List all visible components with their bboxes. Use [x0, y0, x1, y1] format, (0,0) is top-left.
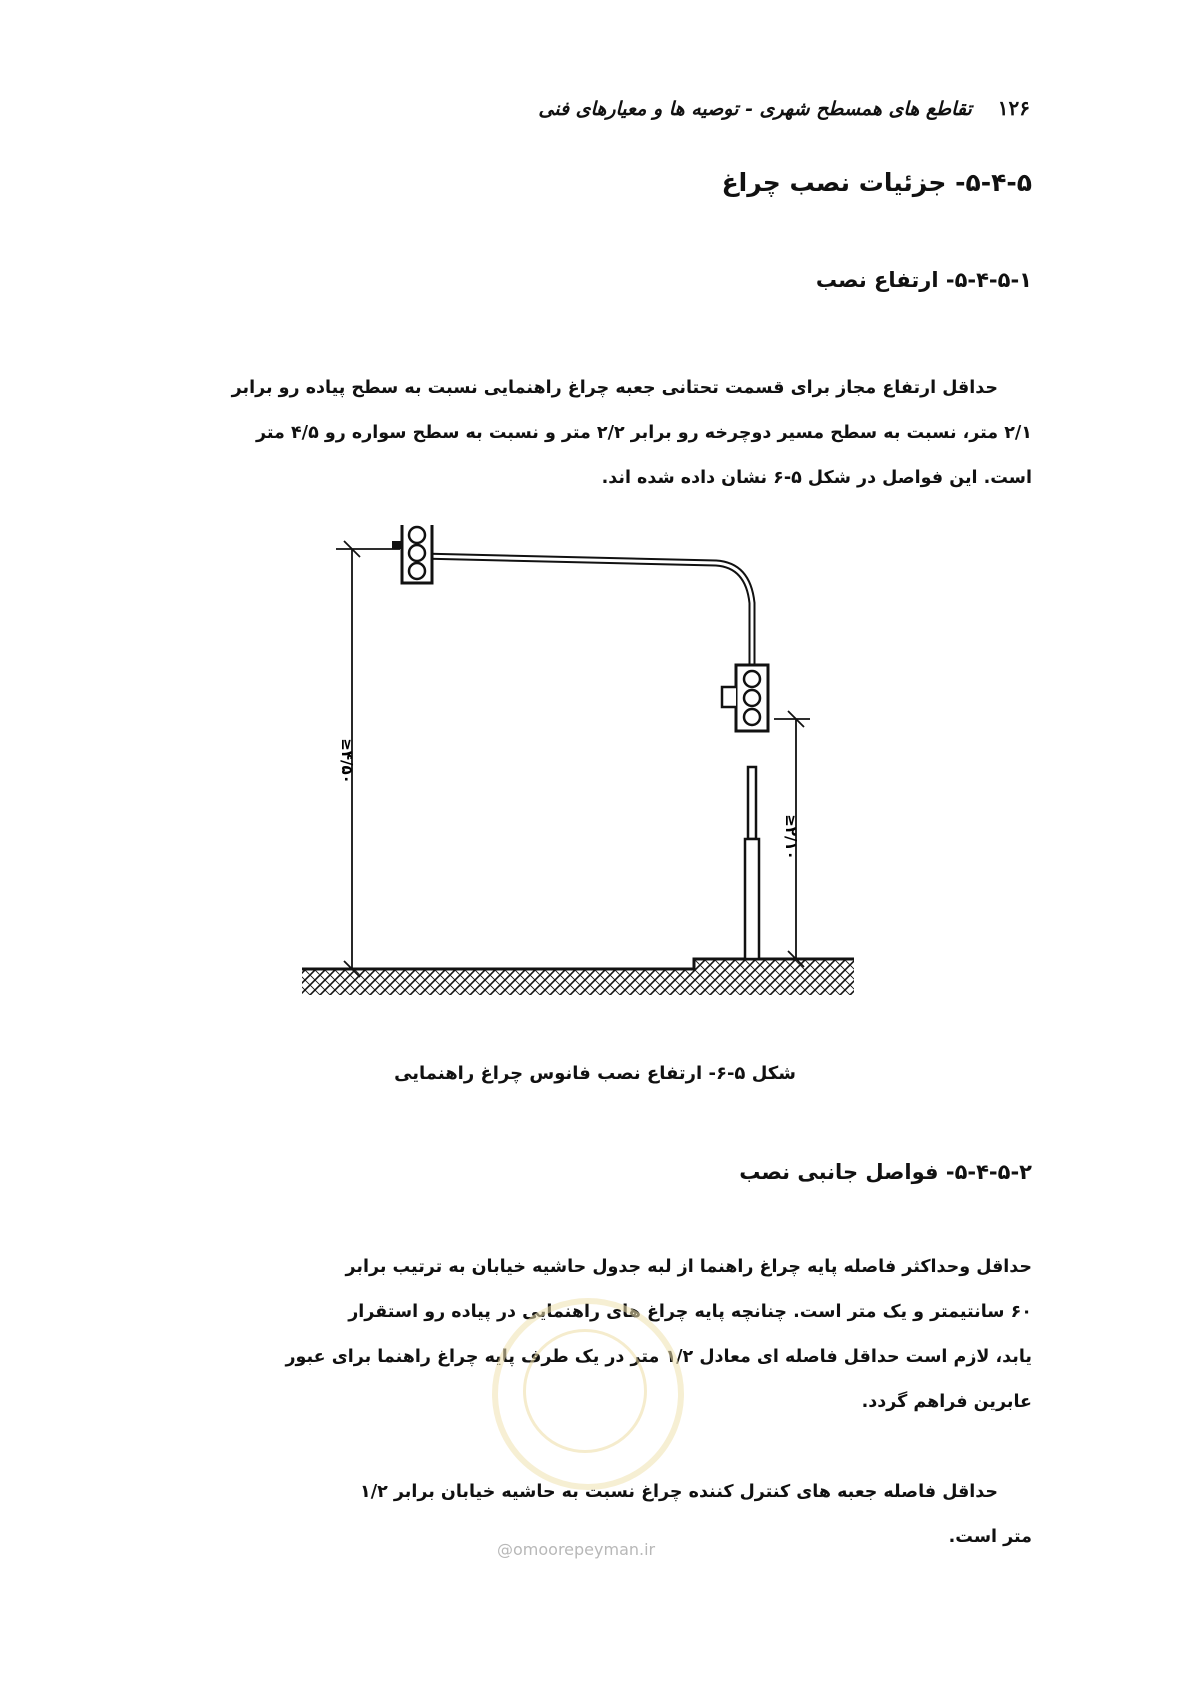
running-title: تقاطع های همسطح شهری - توصیه ها و معیارهای فنی [538, 98, 972, 120]
sidewalk-hatch [694, 960, 854, 995]
page-number: ۱۲۶ [997, 96, 1030, 120]
signal-lamp [409, 563, 425, 579]
traffic-signal-figure [290, 525, 870, 1015]
section-title: ۵-۴-۵- جزئیات نصب چراغ [721, 168, 1032, 197]
watermark-seal [492, 1298, 684, 1490]
paragraph-line: حداقل وحداکثر فاصله پایه چراغ راهنما از لبه جدول حاشیه خیابان به ترتیب برابر [345, 1257, 1032, 1277]
ground-hatch [302, 969, 694, 995]
signal-lamp [409, 527, 425, 543]
signal-visor [722, 687, 736, 707]
page-header [200, 96, 1030, 126]
signal-lamp [744, 671, 760, 687]
signal-visor [392, 541, 402, 549]
mast-arm [420, 556, 752, 715]
paragraph-line: حداقل فاصله جعبه های کنترل کننده چراغ نسبت به حاشیه خیابان برابر ۱/۲ [360, 1482, 998, 1502]
paragraph-line: است. این فواصل در شکل ۵-۶ نشان داده شده اند. [601, 468, 1032, 488]
subsection-1-title: ۵-۴-۵-۱- ارتفاع نصب [815, 268, 1032, 292]
pole-upper [748, 767, 756, 839]
paragraph-line: یابد، لازم است حداقل فاصله ای معادل ۱/۲ متر در یک طرف پایه چراغ راهنما برای عبور [285, 1347, 1032, 1367]
subsection-2-title: ۵-۴-۵-۲- فواصل جانبی نصب [739, 1160, 1032, 1184]
paragraph-install-height [120, 366, 1032, 501]
signal-lamp [744, 709, 760, 725]
pole-base [745, 839, 759, 959]
paragraph-line: ۲/۱ متر، نسبت به سطح مسیر دوچرخه رو برابر ۲/۲ متر و نسبت به سطح سواره رو ۴/۵ متر [256, 423, 1032, 443]
dimension-label-right: ≥۲/۱۰ [782, 814, 800, 860]
dimension-label-left: ≥۴/۵۰ [338, 738, 356, 784]
paragraph-line: حداقل ارتفاع مجاز برای قسمت تحتانی جعبه چراغ راهنمایی نسبت به سطح پیاده رو برابر [231, 378, 998, 398]
signal-lamp [744, 690, 760, 706]
figure-caption: شکل ۵-۶- ارتفاع نصب فانوس چراغ راهنمایی [394, 1063, 796, 1084]
watermark-seal-inner [523, 1329, 647, 1453]
watermark-text: @omoorepeyman.ir [497, 1540, 656, 1559]
paragraph-line: متر است. [948, 1527, 1032, 1547]
signal-lamp [409, 545, 425, 561]
mast-arm-inner [420, 556, 752, 715]
paragraph-line: عابرین فراهم گردد. [861, 1392, 1032, 1412]
paragraph-line: ۶۰ سانتیمتر و یک متر است. چنانچه پایه چراغ های راهنمایی در پیاده رو استقرار [348, 1302, 1032, 1322]
